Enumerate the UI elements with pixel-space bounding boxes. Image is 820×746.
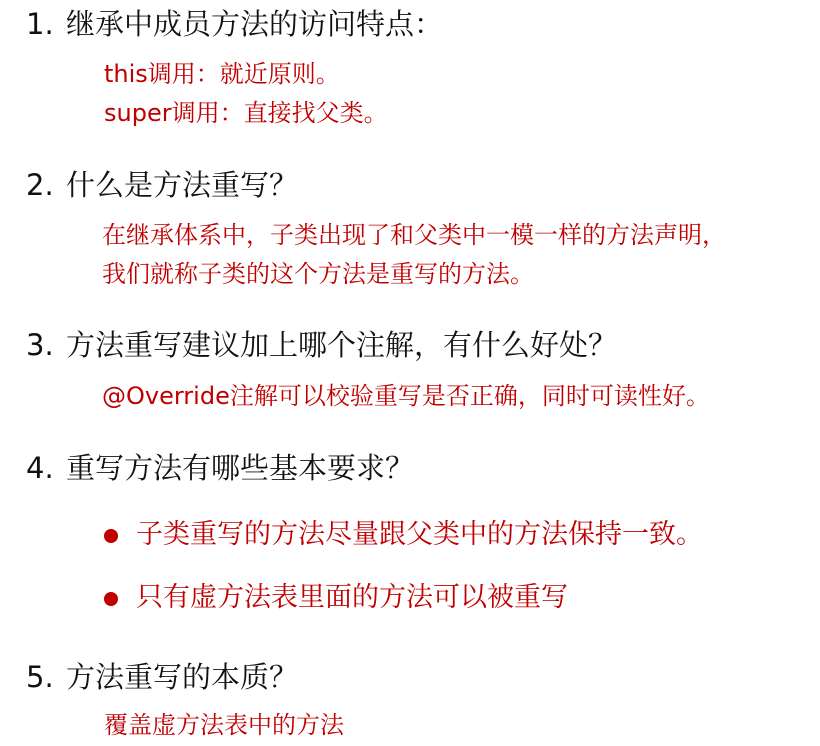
question-text: 方法重写建议加上哪个注解，有什么好处？ xyxy=(66,328,618,362)
question-1 xyxy=(26,7,444,41)
bullet-text: 只有虚方法表里面的方法可以被重写 xyxy=(136,582,568,613)
question-number: 3. xyxy=(26,328,54,362)
answer-line: 覆盖虚方法表中的方法 xyxy=(104,711,344,739)
answer-line: @Override注解可以校验重写是否正确，同时可读性好。 xyxy=(102,382,710,410)
answer-line: 我们就称子类的这个方法是重写的方法。 xyxy=(102,260,534,288)
question-text: 重写方法有哪些基本要求？ xyxy=(66,451,415,485)
answer-line: this调用：就近原则。 xyxy=(104,60,340,88)
bullet-text: 子类重写的方法尽量跟父类中的方法保持一致。 xyxy=(136,519,703,550)
question-text: 继承中成员方法的访问特点： xyxy=(66,7,444,41)
question-number: 5. xyxy=(26,660,54,694)
answer-line: super调用：直接找父类。 xyxy=(104,99,388,127)
bullet-item xyxy=(104,521,703,548)
question-text: 什么是方法重写？ xyxy=(66,168,299,202)
question-5 xyxy=(26,660,299,694)
question-number: 1. xyxy=(26,7,54,41)
question-number: 2. xyxy=(26,168,54,202)
question-2 xyxy=(26,168,299,202)
bullet-item xyxy=(104,584,568,611)
question-number: 4. xyxy=(26,451,54,485)
answer-line: 在继承体系中，子类出现了和父类中一模一样的方法声明， xyxy=(102,221,726,249)
question-3 xyxy=(26,328,618,362)
bullet-dot-icon xyxy=(104,529,118,543)
bullet-dot-icon xyxy=(104,592,118,606)
question-text: 方法重写的本质？ xyxy=(66,660,299,694)
question-4 xyxy=(26,451,415,485)
